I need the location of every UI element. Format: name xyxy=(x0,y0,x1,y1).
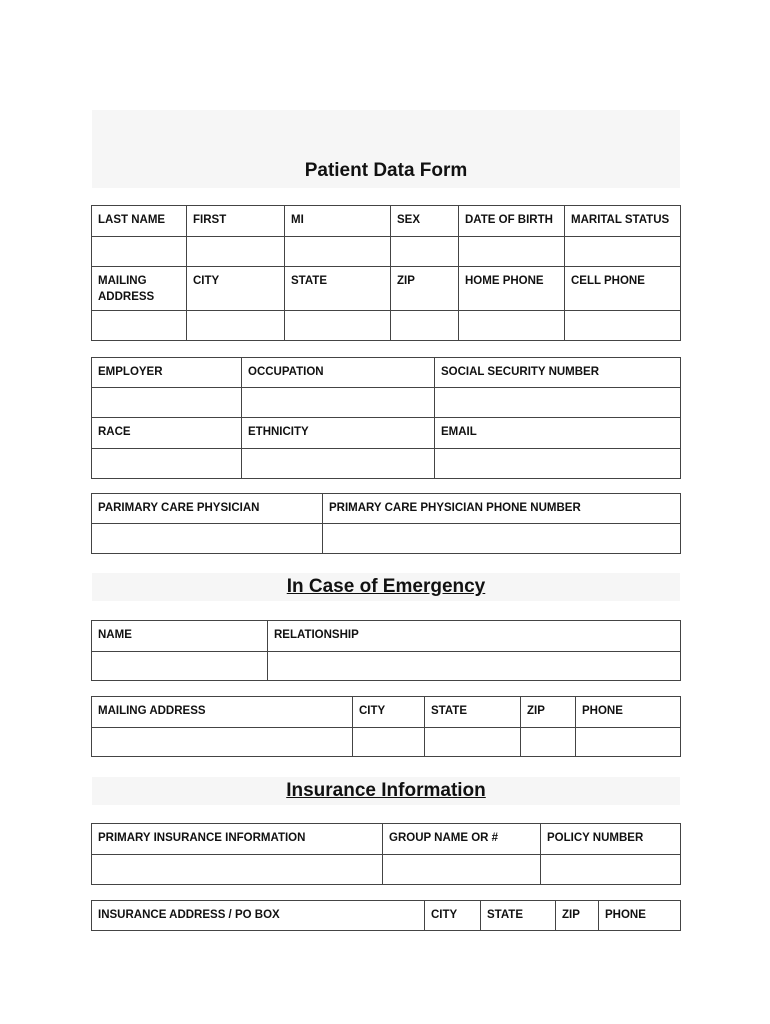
emergency-city-field[interactable] xyxy=(353,728,425,757)
first-name-label: FIRST xyxy=(187,206,285,237)
ethnicity-field[interactable] xyxy=(242,449,435,479)
first-name-field[interactable] xyxy=(187,237,285,267)
last-name-label: LAST NAME xyxy=(92,206,187,237)
emergency-contact-table xyxy=(91,620,681,681)
city-field[interactable] xyxy=(187,311,285,341)
relationship-label: RELATIONSHIP xyxy=(268,621,681,652)
insurance-address-table xyxy=(91,900,681,931)
race-field[interactable] xyxy=(92,449,242,479)
insurance-phone-label: PHONE xyxy=(599,901,681,931)
physician-phone-label: PRIMARY CARE PHYSICIAN PHONE NUMBER xyxy=(323,494,681,524)
employer-field[interactable] xyxy=(92,388,242,418)
sex-label: SEX xyxy=(391,206,459,237)
primary-insurance-label: PRIMARY INSURANCE INFORMATION xyxy=(92,824,383,855)
cell-phone-label: CELL PHONE xyxy=(565,267,681,311)
marital-status-field[interactable] xyxy=(565,237,681,267)
zip-field[interactable] xyxy=(391,311,459,341)
emergency-zip-field[interactable] xyxy=(521,728,576,757)
form-title: Patient Data Form xyxy=(304,160,468,181)
emergency-section-title: In Case of Emergency xyxy=(92,573,680,601)
emergency-phone-label: PHONE xyxy=(576,697,681,728)
form-title-band xyxy=(92,110,680,188)
emergency-address-table xyxy=(91,696,681,757)
insurance-info-table xyxy=(91,823,681,885)
emergency-mailing-address-field[interactable] xyxy=(92,728,353,757)
marital-status-label: MARITAL STATUS xyxy=(565,206,681,237)
patient-info-table xyxy=(91,205,681,341)
policy-number-field[interactable] xyxy=(541,855,681,885)
ssn-field[interactable] xyxy=(435,388,681,418)
relationship-field[interactable] xyxy=(268,652,681,681)
primary-physician-field[interactable] xyxy=(92,524,323,554)
physician-table xyxy=(91,493,681,554)
dob-field[interactable] xyxy=(459,237,565,267)
emergency-state-field[interactable] xyxy=(425,728,521,757)
emergency-name-label: NAME xyxy=(92,621,268,652)
home-phone-label: HOME PHONE xyxy=(459,267,565,311)
insurance-zip-label: ZIP xyxy=(556,901,599,931)
policy-number-label: POLICY NUMBER xyxy=(541,824,681,855)
occupation-label: OCCUPATION xyxy=(242,358,435,388)
cell-phone-field[interactable] xyxy=(565,311,681,341)
email-label: EMAIL xyxy=(435,418,681,449)
ssn-label: SOCIAL SECURITY NUMBER xyxy=(435,358,681,388)
zip-label: ZIP xyxy=(391,267,459,311)
insurance-section-title: Insurance Information xyxy=(92,777,680,805)
group-name-field[interactable] xyxy=(383,855,541,885)
ethnicity-label: ETHNICITY xyxy=(242,418,435,449)
dob-label: DATE OF BIRTH xyxy=(459,206,565,237)
physician-phone-field[interactable] xyxy=(323,524,681,554)
employment-table xyxy=(91,357,681,479)
mailing-address-label: MAILING ADDRESS xyxy=(92,267,187,311)
emergency-name-field[interactable] xyxy=(92,652,268,681)
city-label: CITY xyxy=(187,267,285,311)
primary-physician-label: PARIMARY CARE PHYSICIAN xyxy=(92,494,323,524)
emergency-mailing-address-label: MAILING ADDRESS xyxy=(92,697,353,728)
insurance-address-label: INSURANCE ADDRESS / PO BOX xyxy=(92,901,425,931)
mi-label: MI xyxy=(285,206,391,237)
emergency-city-label: CITY xyxy=(353,697,425,728)
primary-insurance-field[interactable] xyxy=(92,855,383,885)
mailing-address-field[interactable] xyxy=(92,311,187,341)
home-phone-field[interactable] xyxy=(459,311,565,341)
emergency-phone-field[interactable] xyxy=(576,728,681,757)
sex-field[interactable] xyxy=(391,237,459,267)
emergency-zip-label: ZIP xyxy=(521,697,576,728)
insurance-state-label: STATE xyxy=(481,901,556,931)
emergency-state-label: STATE xyxy=(425,697,521,728)
state-field[interactable] xyxy=(285,311,391,341)
state-label: STATE xyxy=(285,267,391,311)
employer-label: EMPLOYER xyxy=(92,358,242,388)
last-name-field[interactable] xyxy=(92,237,187,267)
insurance-city-label: CITY xyxy=(425,901,481,931)
email-field[interactable] xyxy=(435,449,681,479)
race-label: RACE xyxy=(92,418,242,449)
occupation-field[interactable] xyxy=(242,388,435,418)
mi-field[interactable] xyxy=(285,237,391,267)
group-name-label: GROUP NAME OR # xyxy=(383,824,541,855)
